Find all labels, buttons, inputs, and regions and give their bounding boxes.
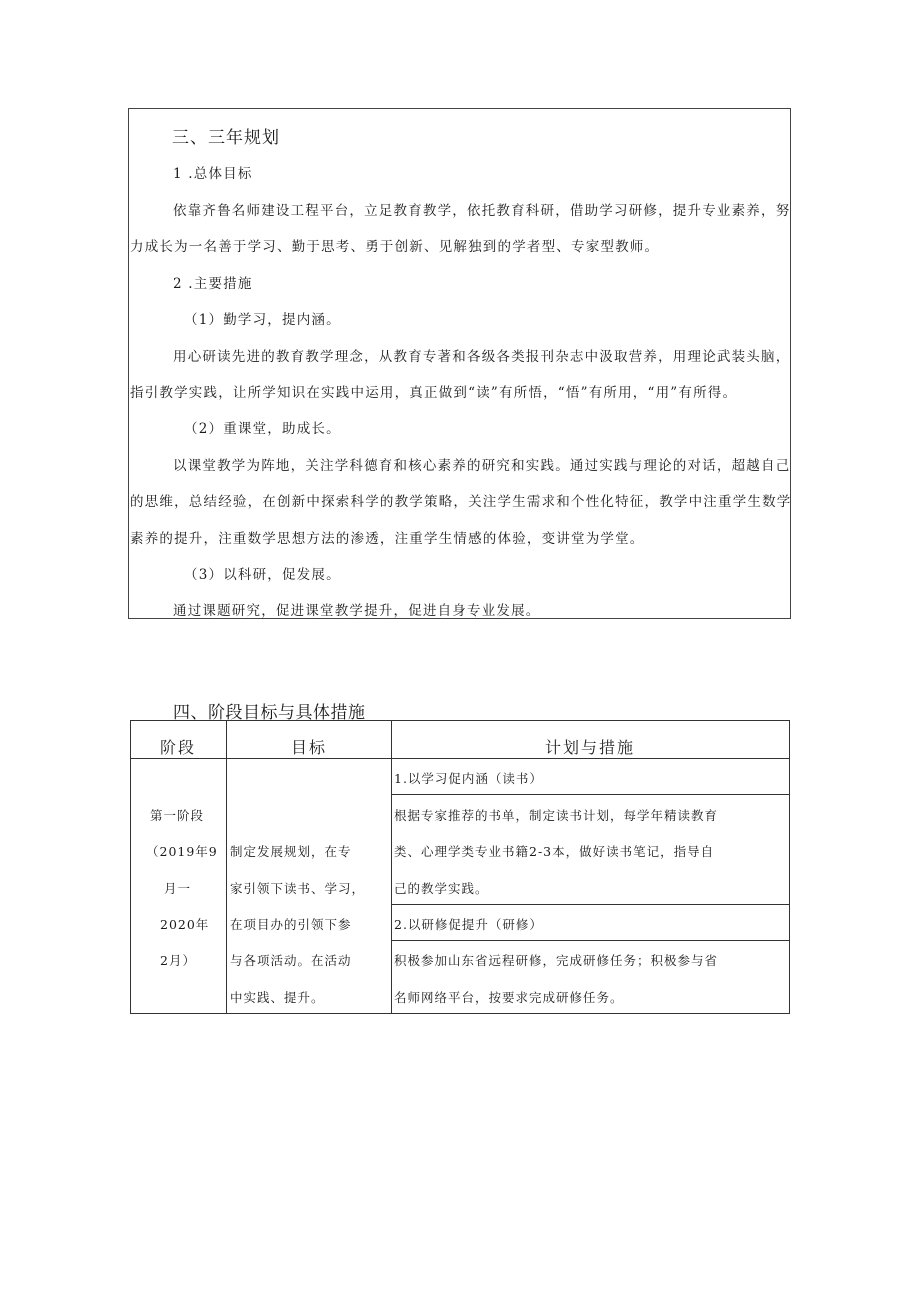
stage-line: 2020年 <box>160 917 210 932</box>
plan2-line: 名师网络平台，按要求完成研修任务。 <box>394 990 624 1005</box>
goal-line: 在项目办的引领下参 <box>230 917 352 932</box>
header-stage: 阶段 <box>160 738 197 757</box>
table-row-divider <box>391 940 790 941</box>
measure2-line2: 的思维，总结经验，在创新中探索科学的教学策略，关注学生需求和个性化特征，教学中注重学生数学 <box>130 494 792 510</box>
stage-line: （2019年9 <box>146 844 218 859</box>
overall-goal-heading: 1 .总体目标 <box>173 166 253 182</box>
measure2-line1: 以课堂教学为阵地，关注学科德育和核心素养的研究和实践。通过实践与理论的对话，超越自己 <box>173 458 791 474</box>
table-row-divider <box>391 904 790 905</box>
overall-goal-line2: 力成长为一名善于学习、勤于思考、勇于创新、见解独到的学者型、专家型教师。 <box>130 239 660 255</box>
header-plan: 计划与措施 <box>545 738 636 757</box>
plan1-line: 己的教学实践。 <box>394 881 489 896</box>
measure3-line1: 通过课题研究，促进课堂教学提升，促进自身专业发展。 <box>173 603 541 619</box>
measure2-heading: （2）重课堂，助成长。 <box>184 421 341 437</box>
goal-line: 制定发展规划，在专 <box>230 844 352 859</box>
table-column-divider <box>226 720 227 1014</box>
stage-line: 第一阶段 <box>150 808 205 823</box>
plan2-line: 积极参加山东省远程研修，完成研修任务；积极参与省 <box>394 953 719 968</box>
measure3-heading: （3）以科研，促发展。 <box>184 567 341 583</box>
plan1-line: 类、心理学类专业书籍2-3本，做好读书笔记，指导自 <box>394 844 715 859</box>
measure1-heading: （1）勤学习，提内涵。 <box>184 312 341 328</box>
stage-goals-table <box>130 720 790 1014</box>
section3-title: 三、三年规划 <box>172 128 280 148</box>
stage-line: 月一 <box>164 881 192 896</box>
plan1-heading: 1.以学习促内涵（读书） <box>394 771 543 786</box>
measures-heading: 2 .主要措施 <box>173 276 253 292</box>
goal-line: 与各项活动。在活动 <box>230 953 352 968</box>
plan2-heading: 2.以研修促提升（研修） <box>394 917 543 932</box>
goal-line: 家引领下读书、学习， <box>230 881 366 896</box>
overall-goal-line1: 依靠齐鲁名师建设工程平台，立足教育教学，依托教育科研，借助学习研修，提升专业素养，努 <box>173 203 791 219</box>
measure2-line3: 素养的提升，注重数学思想方法的渗透，注重学生情感的体验，变讲堂为学堂。 <box>130 531 645 547</box>
table-header-divider <box>130 758 790 759</box>
stage-line: 2月） <box>160 953 196 968</box>
goal-line: 中实践、提升。 <box>230 990 325 1005</box>
plan1-line: 根据专家推荐的书单，制定读书计划，每学年精读教育 <box>394 808 719 823</box>
measure1-line2: 指引教学实践，让所学知识在实践中运用，真正做到“读”有所悟，“悟”有所用，“用”有所得。 <box>130 385 738 401</box>
measure1-line1: 用心研读先进的教育教学理念，从教育专著和各级各类报刊杂志中汲取营养，用理论武装头脑， <box>173 349 791 365</box>
table-column-divider <box>391 720 392 1014</box>
table-row-divider <box>391 794 790 795</box>
header-goal: 目标 <box>291 738 328 757</box>
section4-title: 四、阶段目标与具体措施 <box>173 703 366 723</box>
